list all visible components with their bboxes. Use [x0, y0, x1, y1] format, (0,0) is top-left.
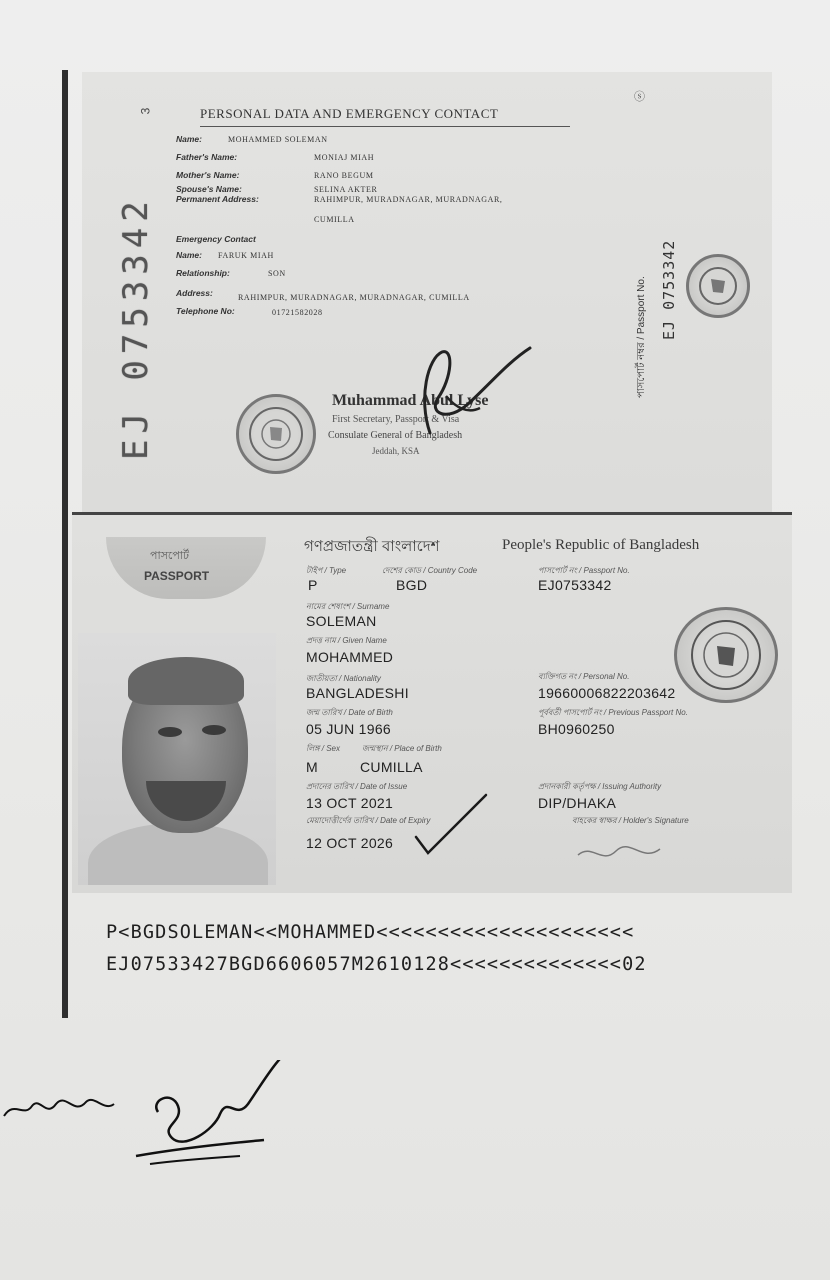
handwritten-signature [0, 1060, 300, 1170]
date-of-issue-value: 13 OCT 2021 [306, 795, 394, 811]
dob-label: জন্ম তারিখ / Date of Birth [306, 708, 393, 717]
holder-photo [78, 633, 276, 885]
surname-value: SOLEMAN [306, 613, 377, 629]
country-title-en: People's Republic of Bangladesh [502, 537, 700, 553]
emergency-name-label: Name: [176, 250, 202, 260]
type-label: টাইপ / Type [306, 566, 347, 575]
passport-label-bn: পাসপোর্ট [150, 550, 189, 562]
telephone-value: 01721582028 [272, 308, 323, 317]
issuing-authority-value: DIP/DHAKA [538, 795, 617, 811]
place-of-birth-label: জন্মস্থান / Place of Birth [362, 744, 442, 753]
relationship-label: Relationship: [176, 268, 230, 278]
page-mark: ⓢ [634, 91, 645, 103]
passport-spine-edge [62, 70, 68, 1018]
country-code-label: দেশের কোড / Country Code [382, 566, 478, 575]
country-code-value: BGD [396, 577, 428, 593]
name-value: MOHAMMED SOLEMAN [228, 135, 328, 144]
holder-signature-label: বাহকের স্বাক্ষর / Holder's Signature [572, 816, 689, 825]
perforated-passport-number: EJ 0753342 [116, 195, 156, 460]
given-name-value: MOHAMMED [306, 649, 394, 665]
officer-office: Consulate General of Bangladesh [328, 430, 463, 441]
photo-eye-left [158, 727, 182, 737]
date-of-expiry-value: 12 OCT 2026 [306, 835, 394, 851]
sex-value: M [306, 759, 318, 775]
holder-signature [572, 825, 682, 875]
given-name-label: প্রদত্ত নাম / Given Name [306, 636, 387, 645]
emergency-name-value: FARUK MIAH [218, 251, 274, 260]
country-title-bn: গণপ্রজাতন্ত্রী বাংলাদেশ [304, 538, 440, 555]
address-value: RAHIMPUR, MURADNAGAR, MURADNAGAR, [314, 195, 503, 204]
emergency-heading: Emergency Contact [176, 234, 256, 244]
officer-title: First Secretary, Passport & Visa [332, 414, 460, 425]
passport-label-en: PASSPORT [144, 569, 210, 583]
type-value: P [308, 577, 318, 593]
passport-no-vertical-label: পাসপোর্ট নম্বর / Passport No. [636, 276, 647, 398]
heading-underline [200, 126, 570, 127]
address-value-line2: CUMILLA [314, 215, 355, 224]
place-of-birth-value: CUMILLA [360, 759, 423, 775]
photo-eye-right [202, 725, 226, 735]
issuing-authority-label: প্রদানকারী কর্তৃপক্ষ / Issuing Authority [538, 782, 662, 791]
telephone-label: Telephone No: [176, 306, 235, 316]
personal-no-value: 19660006822203642 [538, 685, 676, 701]
emergency-address-value: RAHIMPUR, MURADNAGAR, MURADNAGAR, CUMILLA [238, 293, 470, 302]
government-seal [674, 607, 778, 703]
address-label: Permanent Address: [176, 194, 259, 204]
spouse-label: Spouse's Name: [176, 184, 242, 194]
mother-value: RANO BEGUM [314, 171, 374, 180]
father-label: Father's Name: [176, 152, 238, 162]
surname-label: নামের শেষাংশ / Surname [306, 602, 390, 611]
photo-hair [128, 657, 244, 705]
mother-label: Mother's Name: [176, 170, 240, 180]
passport-data-page [72, 512, 792, 893]
mrz-line-2: EJ07533427BGD6606057M2610128<<<<<<<<<<<<<<02 [106, 954, 647, 975]
father-value: MONIAJ MIAH [314, 153, 375, 162]
spouse-value: SELINA AKTER [314, 185, 378, 194]
page-number: 3 [138, 107, 153, 115]
name-label: Name: [176, 134, 202, 144]
officer-city: Jeddah, KSA [372, 446, 420, 456]
checkmark-icon [412, 791, 492, 859]
personal-no-label: ব্যক্তিগত নং / Personal No. [538, 672, 630, 681]
nationality-value: BANGLADESHI [306, 685, 409, 701]
passport-no-value: EJ0753342 [538, 577, 612, 593]
consulate-stamp [236, 394, 316, 474]
previous-passport-value: BH0960250 [538, 721, 615, 737]
date-of-issue-label: প্রদানের তারিখ / Date of Issue [306, 782, 408, 791]
personal-data-heading: PERSONAL DATA AND EMERGENCY CONTACT [200, 106, 499, 121]
relationship-value: SON [268, 269, 286, 278]
personal-data-page [82, 72, 772, 512]
emergency-address-label: Address: [176, 288, 213, 298]
mrz-line-1: P<BGDSOLEMAN<<MOHAMMED<<<<<<<<<<<<<<<<<<<<< [106, 922, 635, 943]
bangladesh-emblem-seal [686, 254, 750, 318]
passport-no-vertical-value: EJ 0753342 [660, 239, 678, 340]
nationality-label: জাতীয়তা / Nationality [306, 674, 381, 683]
officer-name: Muhammad Abul Lyse [332, 392, 489, 409]
dob-value: 05 JUN 1966 [306, 721, 392, 737]
date-of-expiry-label: মেয়াদোত্তীর্ণের তারিখ / Date of Expiry [306, 816, 431, 825]
previous-passport-label: পূর্ববর্তী পাসপোর্ট নং / Previous Passport No. [538, 708, 688, 717]
passport-no-label: পাসপোর্ট নং / Passport No. [538, 566, 630, 575]
officer-signature [408, 338, 538, 448]
sex-label: লিঙ্গ / Sex [306, 744, 341, 753]
